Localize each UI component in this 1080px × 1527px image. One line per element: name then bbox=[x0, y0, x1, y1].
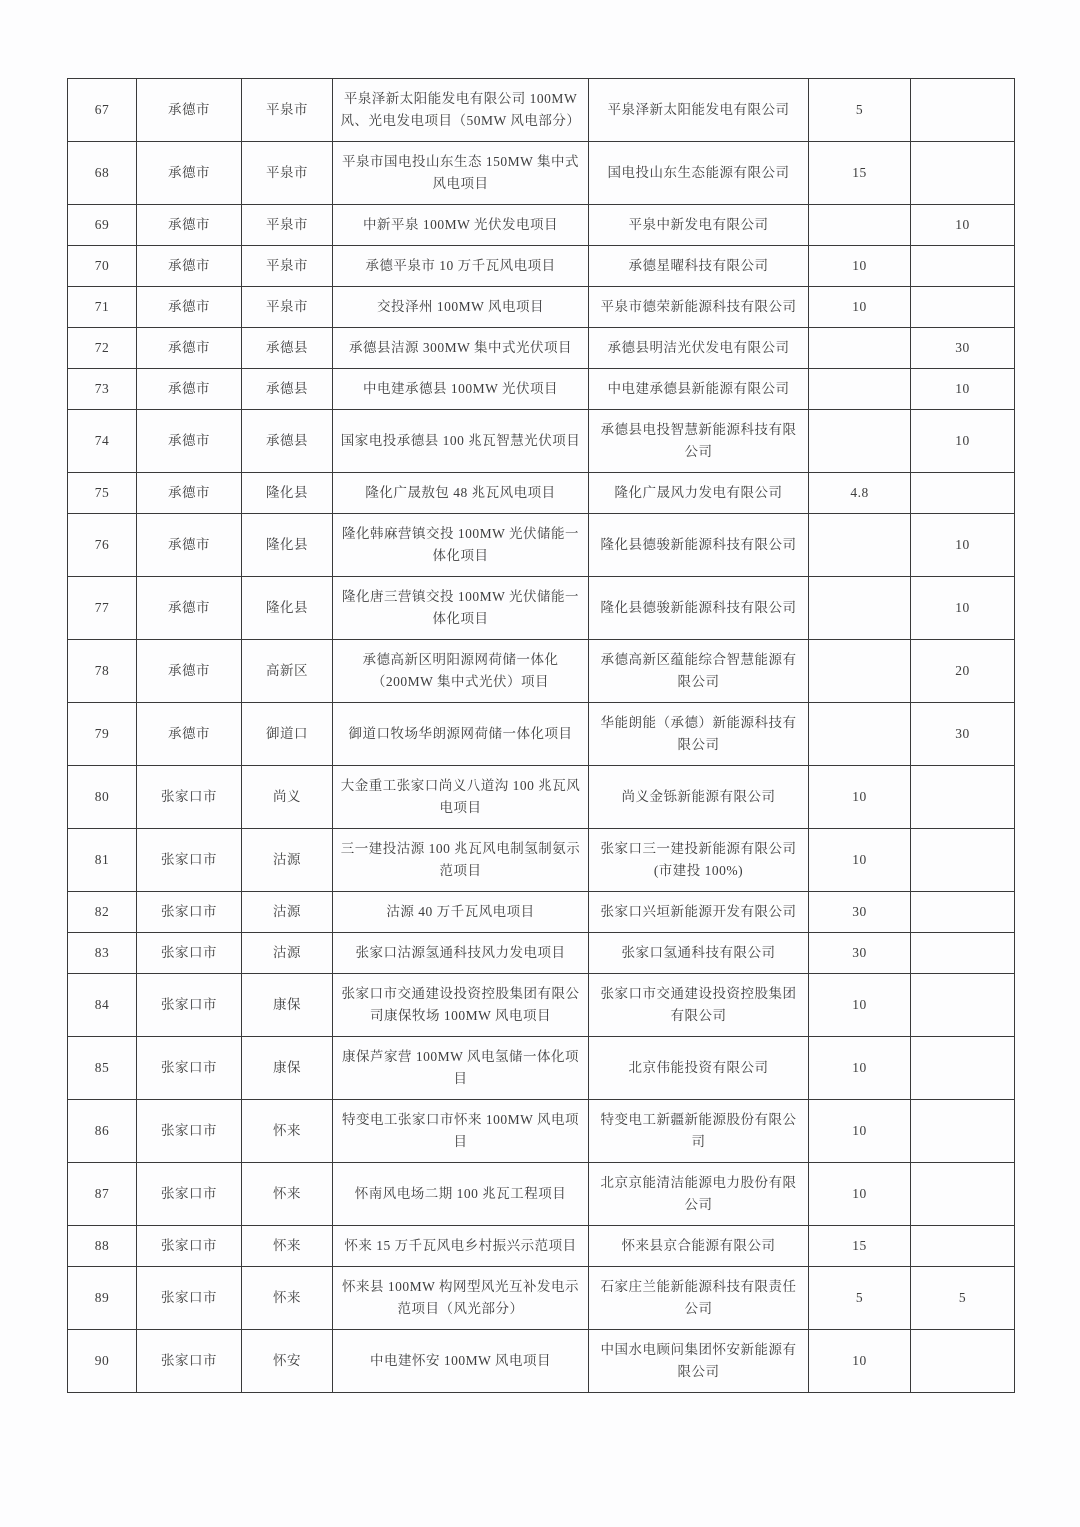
cell-capacity-right: 20 bbox=[911, 640, 1015, 703]
table-row bbox=[68, 79, 1015, 142]
cell-row-number: 85 bbox=[68, 1037, 137, 1100]
projects-table-body bbox=[68, 79, 1015, 1393]
cell-company-name: 张家口三一建投新能源有限公司(市建投 100%) bbox=[589, 829, 809, 892]
cell-project-name: 承德县洁源 300MW 集中式光伏项目 bbox=[333, 328, 589, 369]
cell-capacity-left: 15 bbox=[809, 1226, 911, 1267]
cell-capacity-right: 5 bbox=[911, 1267, 1015, 1330]
cell-county: 沽源 bbox=[242, 829, 333, 892]
cell-capacity-right: 10 bbox=[911, 514, 1015, 577]
cell-project-name: 隆化广晟敖包 48 兆瓦风电项目 bbox=[333, 473, 589, 514]
cell-row-number: 76 bbox=[68, 514, 137, 577]
cell-city: 张家口市 bbox=[137, 892, 242, 933]
cell-company-name: 石家庄兰能新能源科技有限责任公司 bbox=[589, 1267, 809, 1330]
cell-project-name: 沽源 40 万千瓦风电项目 bbox=[333, 892, 589, 933]
cell-city: 张家口市 bbox=[137, 1163, 242, 1226]
table-row bbox=[68, 328, 1015, 369]
cell-capacity-right bbox=[911, 246, 1015, 287]
table-row bbox=[68, 1037, 1015, 1100]
cell-row-number: 67 bbox=[68, 79, 137, 142]
cell-row-number: 88 bbox=[68, 1226, 137, 1267]
cell-capacity-right bbox=[911, 1163, 1015, 1226]
cell-city: 张家口市 bbox=[137, 1100, 242, 1163]
cell-company-name: 特变电工新疆新能源股份有限公司 bbox=[589, 1100, 809, 1163]
cell-city: 承德市 bbox=[137, 369, 242, 410]
cell-row-number: 90 bbox=[68, 1330, 137, 1393]
cell-project-name: 怀南风电场二期 100 兆瓦工程项目 bbox=[333, 1163, 589, 1226]
cell-city: 承德市 bbox=[137, 246, 242, 287]
cell-county: 康保 bbox=[242, 974, 333, 1037]
projects-table bbox=[67, 78, 1015, 1393]
cell-county: 平泉市 bbox=[242, 205, 333, 246]
cell-capacity-right bbox=[911, 142, 1015, 205]
cell-row-number: 79 bbox=[68, 703, 137, 766]
cell-company-name: 隆化广晟风力发电有限公司 bbox=[589, 473, 809, 514]
cell-capacity-left: 30 bbox=[809, 892, 911, 933]
cell-row-number: 81 bbox=[68, 829, 137, 892]
cell-capacity-right bbox=[911, 766, 1015, 829]
table-row bbox=[68, 1163, 1015, 1226]
cell-row-number: 84 bbox=[68, 974, 137, 1037]
cell-company-name: 平泉泽新太阳能发电有限公司 bbox=[589, 79, 809, 142]
cell-capacity-right bbox=[911, 974, 1015, 1037]
cell-row-number: 77 bbox=[68, 577, 137, 640]
cell-capacity-left bbox=[809, 205, 911, 246]
cell-capacity-right bbox=[911, 1100, 1015, 1163]
cell-capacity-left bbox=[809, 369, 911, 410]
cell-capacity-left bbox=[809, 514, 911, 577]
cell-capacity-left: 10 bbox=[809, 246, 911, 287]
cell-row-number: 71 bbox=[68, 287, 137, 328]
cell-county: 尚义 bbox=[242, 766, 333, 829]
table-row bbox=[68, 410, 1015, 473]
table-row bbox=[68, 577, 1015, 640]
table-row bbox=[68, 142, 1015, 205]
cell-company-name: 怀来县京合能源有限公司 bbox=[589, 1226, 809, 1267]
cell-row-number: 80 bbox=[68, 766, 137, 829]
cell-city: 承德市 bbox=[137, 577, 242, 640]
table-row bbox=[68, 246, 1015, 287]
cell-capacity-right bbox=[911, 892, 1015, 933]
cell-company-name: 隆化县德骏新能源科技有限公司 bbox=[589, 514, 809, 577]
cell-county: 承德县 bbox=[242, 410, 333, 473]
cell-county: 隆化县 bbox=[242, 577, 333, 640]
cell-capacity-right: 10 bbox=[911, 410, 1015, 473]
cell-capacity-right bbox=[911, 79, 1015, 142]
cell-city: 承德市 bbox=[137, 473, 242, 514]
table-row bbox=[68, 766, 1015, 829]
cell-project-name: 怀来县 100MW 构网型风光互补发电示范项目（风光部分） bbox=[333, 1267, 589, 1330]
cell-capacity-left: 10 bbox=[809, 1163, 911, 1226]
cell-county: 怀来 bbox=[242, 1100, 333, 1163]
cell-project-name: 中电建承德县 100MW 光伏项目 bbox=[333, 369, 589, 410]
cell-capacity-left: 5 bbox=[809, 79, 911, 142]
cell-county: 平泉市 bbox=[242, 142, 333, 205]
cell-city: 承德市 bbox=[137, 79, 242, 142]
cell-project-name: 特变电工张家口市怀来 100MW 风电项目 bbox=[333, 1100, 589, 1163]
cell-company-name: 国电投山东生态能源有限公司 bbox=[589, 142, 809, 205]
cell-row-number: 83 bbox=[68, 933, 137, 974]
cell-company-name: 华能朗能（承德）新能源科技有限公司 bbox=[589, 703, 809, 766]
cell-company-name: 承德县明洁光伏发电有限公司 bbox=[589, 328, 809, 369]
cell-city: 张家口市 bbox=[137, 829, 242, 892]
cell-county: 承德县 bbox=[242, 328, 333, 369]
cell-capacity-left: 10 bbox=[809, 974, 911, 1037]
cell-company-name: 平泉市德荣新能源科技有限公司 bbox=[589, 287, 809, 328]
cell-capacity-right bbox=[911, 1037, 1015, 1100]
cell-city: 承德市 bbox=[137, 703, 242, 766]
cell-project-name: 平泉市国电投山东生态 150MW 集中式风电项目 bbox=[333, 142, 589, 205]
cell-capacity-left: 5 bbox=[809, 1267, 911, 1330]
cell-capacity-left bbox=[809, 640, 911, 703]
cell-project-name: 怀来 15 万千瓦风电乡村振兴示范项目 bbox=[333, 1226, 589, 1267]
cell-county: 承德县 bbox=[242, 369, 333, 410]
cell-row-number: 78 bbox=[68, 640, 137, 703]
table-row bbox=[68, 473, 1015, 514]
cell-capacity-right: 10 bbox=[911, 205, 1015, 246]
cell-county: 康保 bbox=[242, 1037, 333, 1100]
table-row bbox=[68, 892, 1015, 933]
cell-capacity-right bbox=[911, 287, 1015, 328]
cell-company-name: 张家口氢通科技有限公司 bbox=[589, 933, 809, 974]
cell-project-name: 国家电投承德县 100 兆瓦智慧光伏项目 bbox=[333, 410, 589, 473]
cell-capacity-left: 10 bbox=[809, 1037, 911, 1100]
cell-row-number: 68 bbox=[68, 142, 137, 205]
cell-city: 承德市 bbox=[137, 142, 242, 205]
cell-project-name: 隆化唐三营镇交投 100MW 光伏储能一体化项目 bbox=[333, 577, 589, 640]
cell-city: 承德市 bbox=[137, 640, 242, 703]
cell-city: 张家口市 bbox=[137, 1226, 242, 1267]
table-row bbox=[68, 703, 1015, 766]
cell-city: 张家口市 bbox=[137, 933, 242, 974]
cell-project-name: 承德平泉市 10 万千瓦风电项目 bbox=[333, 246, 589, 287]
cell-county: 怀来 bbox=[242, 1267, 333, 1330]
cell-project-name: 康保芦家营 100MW 风电氢储一体化项目 bbox=[333, 1037, 589, 1100]
cell-company-name: 中电建承德县新能源有限公司 bbox=[589, 369, 809, 410]
cell-capacity-left: 10 bbox=[809, 829, 911, 892]
cell-city: 张家口市 bbox=[137, 1267, 242, 1330]
cell-project-name: 三一建投沽源 100 兆瓦风电制氢制氨示范项目 bbox=[333, 829, 589, 892]
cell-capacity-left bbox=[809, 577, 911, 640]
table-row bbox=[68, 829, 1015, 892]
cell-capacity-right bbox=[911, 1330, 1015, 1393]
cell-row-number: 75 bbox=[68, 473, 137, 514]
cell-county: 高新区 bbox=[242, 640, 333, 703]
table-row bbox=[68, 1267, 1015, 1330]
cell-project-name: 张家口沽源氢通科技风力发电项目 bbox=[333, 933, 589, 974]
cell-capacity-right: 30 bbox=[911, 328, 1015, 369]
cell-capacity-right bbox=[911, 1226, 1015, 1267]
cell-capacity-left bbox=[809, 410, 911, 473]
cell-county: 平泉市 bbox=[242, 79, 333, 142]
cell-city: 承德市 bbox=[137, 205, 242, 246]
cell-project-name: 承德高新区明阳源网荷储一体化（200MW 集中式光伏）项目 bbox=[333, 640, 589, 703]
cell-city: 承德市 bbox=[137, 410, 242, 473]
cell-city: 张家口市 bbox=[137, 1330, 242, 1393]
cell-county: 平泉市 bbox=[242, 287, 333, 328]
cell-capacity-left: 10 bbox=[809, 1330, 911, 1393]
cell-county: 沽源 bbox=[242, 892, 333, 933]
cell-company-name: 承德高新区蕴能综合智慧能源有限公司 bbox=[589, 640, 809, 703]
cell-company-name: 平泉中新发电有限公司 bbox=[589, 205, 809, 246]
cell-company-name: 承德县电投智慧新能源科技有限公司 bbox=[589, 410, 809, 473]
cell-project-name: 中电建怀安 100MW 风电项目 bbox=[333, 1330, 589, 1393]
cell-city: 张家口市 bbox=[137, 766, 242, 829]
table-row bbox=[68, 1100, 1015, 1163]
table-row bbox=[68, 287, 1015, 328]
cell-row-number: 73 bbox=[68, 369, 137, 410]
table-row bbox=[68, 205, 1015, 246]
cell-company-name: 张家口市交通建设投资控股集团有限公司 bbox=[589, 974, 809, 1037]
cell-county: 怀来 bbox=[242, 1163, 333, 1226]
cell-capacity-left bbox=[809, 328, 911, 369]
cell-capacity-right: 10 bbox=[911, 369, 1015, 410]
cell-city: 承德市 bbox=[137, 514, 242, 577]
cell-capacity-right bbox=[911, 473, 1015, 514]
cell-capacity-left: 15 bbox=[809, 142, 911, 205]
cell-capacity-left: 30 bbox=[809, 933, 911, 974]
cell-project-name: 张家口市交通建设投资控股集团有限公司康保牧场 100MW 风电项目 bbox=[333, 974, 589, 1037]
cell-company-name: 张家口兴垣新能源开发有限公司 bbox=[589, 892, 809, 933]
cell-capacity-right: 10 bbox=[911, 577, 1015, 640]
cell-row-number: 89 bbox=[68, 1267, 137, 1330]
cell-row-number: 72 bbox=[68, 328, 137, 369]
cell-project-name: 御道口牧场华朗源网荷储一体化项目 bbox=[333, 703, 589, 766]
cell-county: 平泉市 bbox=[242, 246, 333, 287]
table-row bbox=[68, 640, 1015, 703]
cell-project-name: 大金重工张家口尚义八道沟 100 兆瓦风电项目 bbox=[333, 766, 589, 829]
cell-city: 承德市 bbox=[137, 328, 242, 369]
cell-capacity-left: 10 bbox=[809, 287, 911, 328]
table-row bbox=[68, 514, 1015, 577]
cell-city: 承德市 bbox=[137, 287, 242, 328]
cell-capacity-left: 4.8 bbox=[809, 473, 911, 514]
cell-county: 沽源 bbox=[242, 933, 333, 974]
cell-company-name: 中国水电顾问集团怀安新能源有限公司 bbox=[589, 1330, 809, 1393]
cell-company-name: 北京京能清洁能源电力股份有限公司 bbox=[589, 1163, 809, 1226]
cell-row-number: 86 bbox=[68, 1100, 137, 1163]
cell-county: 隆化县 bbox=[242, 514, 333, 577]
table-row bbox=[68, 933, 1015, 974]
cell-capacity-left bbox=[809, 703, 911, 766]
cell-row-number: 74 bbox=[68, 410, 137, 473]
cell-county: 怀安 bbox=[242, 1330, 333, 1393]
cell-company-name: 尚义金铄新能源有限公司 bbox=[589, 766, 809, 829]
cell-county: 御道口 bbox=[242, 703, 333, 766]
table-row bbox=[68, 974, 1015, 1037]
cell-project-name: 交投泽州 100MW 风电项目 bbox=[333, 287, 589, 328]
cell-row-number: 87 bbox=[68, 1163, 137, 1226]
cell-capacity-left: 10 bbox=[809, 766, 911, 829]
cell-county: 怀来 bbox=[242, 1226, 333, 1267]
cell-row-number: 82 bbox=[68, 892, 137, 933]
cell-capacity-right bbox=[911, 829, 1015, 892]
table-row bbox=[68, 1226, 1015, 1267]
cell-row-number: 70 bbox=[68, 246, 137, 287]
cell-company-name: 北京伟能投资有限公司 bbox=[589, 1037, 809, 1100]
cell-county: 隆化县 bbox=[242, 473, 333, 514]
cell-city: 张家口市 bbox=[137, 974, 242, 1037]
cell-capacity-left: 10 bbox=[809, 1100, 911, 1163]
table-row bbox=[68, 369, 1015, 410]
cell-project-name: 中新平泉 100MW 光伏发电项目 bbox=[333, 205, 589, 246]
cell-project-name: 隆化韩麻营镇交投 100MW 光伏储能一体化项目 bbox=[333, 514, 589, 577]
cell-row-number: 69 bbox=[68, 205, 137, 246]
cell-company-name: 承德星曜科技有限公司 bbox=[589, 246, 809, 287]
cell-project-name: 平泉泽新太阳能发电有限公司 100MW 风、光电发电项目（50MW 风电部分） bbox=[333, 79, 589, 142]
table-row bbox=[68, 1330, 1015, 1393]
cell-capacity-right: 30 bbox=[911, 703, 1015, 766]
cell-city: 张家口市 bbox=[137, 1037, 242, 1100]
cell-company-name: 隆化县德骏新能源科技有限公司 bbox=[589, 577, 809, 640]
cell-capacity-right bbox=[911, 933, 1015, 974]
